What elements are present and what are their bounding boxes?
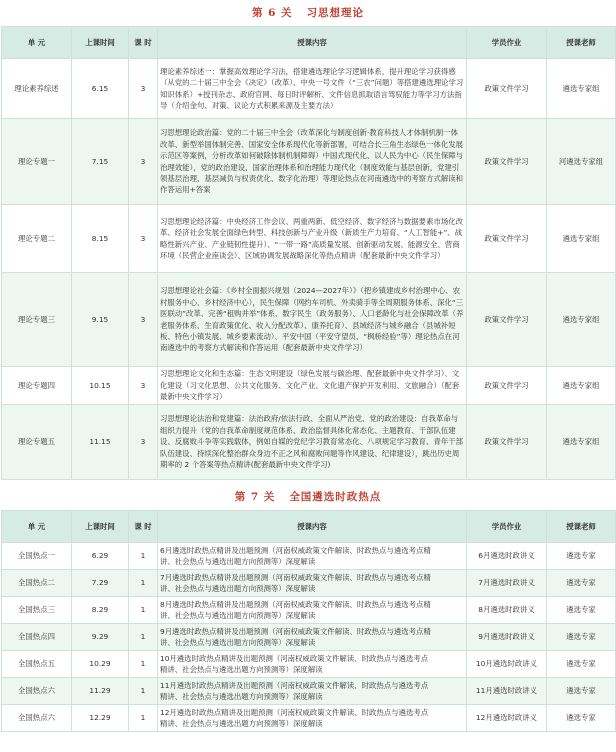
section-6-heading: 习思想理论 (306, 7, 365, 19)
table-row (2, 273, 616, 367)
row-content: 理论素养综述一：掌握高效理论学习法，搭建遴选理论学习逻辑体系，提升理论学习获得感（从党的二十届三中全会《决定》（改革）、中央一号文件（“三农”问题）等搭建遴选理论学习知识体系）+授刊杂志、政府官网、每日时评解析、文件信息抓取语言驾驭能力等学习方法指导（介绍金句、对策、议论方式积累来源及主要方法） (158, 59, 467, 119)
row-content-line: 讲、社会热点与遴选出题方向预测等）深度解读 (160, 584, 316, 593)
row-unit: 全国热点三 (2, 597, 72, 624)
header-teacher: 授课老师 (547, 511, 616, 543)
row-date: 8.29 (72, 597, 129, 624)
row-unit: 全国热点六 (2, 678, 72, 705)
row-homework: 政策文件学习 (467, 119, 547, 205)
row-hours: 3 (129, 59, 158, 119)
section-7-table (1, 510, 616, 732)
row-hours: 1 (129, 543, 158, 570)
row-date: 9.15 (72, 273, 129, 367)
row-content-line: 精讲、社会热点与遴选出题方向预测等）深度解读 (160, 665, 323, 674)
table-row (2, 570, 616, 597)
header-unit: 单 元 (2, 511, 72, 543)
row-content-line: 讲、社会热点与遴选出题方向预测等）深度解读 (160, 611, 316, 620)
row-homework: 10月遴选时政讲义 (467, 651, 547, 678)
section-6-title (0, 0, 616, 26)
row-content (158, 624, 467, 651)
row-date: 11.29 (72, 678, 129, 705)
row-homework: 11月遴选时政讲义 (467, 678, 547, 705)
section-6-table (1, 26, 616, 480)
section-7-header-row (2, 511, 616, 543)
row-teacher: 河遴选专家组 (547, 119, 616, 205)
row-teacher: 遴选专家 (547, 543, 616, 570)
row-hours: 3 (129, 119, 158, 205)
row-content (158, 651, 467, 678)
row-homework: 政策文件学习 (467, 205, 547, 273)
table-row (2, 119, 616, 205)
row-content: 习思想理论社会篇：《乡村全面振兴规划（2024—2027年）》（把乡镇建成乡村治理中心、农村服务中心、乡村经济中心），民生保障（网约车司机、外卖骑手等全周期服务体系、深化“三医联动”改革、完善“租购并举”体系、数字民生（政务服务）、人口老龄化与社会保障改革（养老服务体系、生育政策优化、收入分配改革）、康养托育）、县域经济与城乡融合（县城补短板、特色小镇发展、城乡要素流动）、平安中国（平安守望员、“枫桥经验”等）理论热点在河南遴选中的考察方式解读和作答运用（配套最新中央文件学习） (158, 273, 467, 367)
row-content (158, 678, 467, 705)
row-date: 7.29 (72, 570, 129, 597)
row-homework: 8月遴选时政讲义 (467, 597, 547, 624)
row-homework: 政策文件学习 (467, 367, 547, 405)
row-content-line: 6月遴选时政热点精讲及出题预测（河南权威政策文件解读、时政热点与遴选考点精 (160, 546, 431, 555)
row-homework: 政策文件学习 (467, 273, 547, 367)
row-date: 6.15 (72, 59, 129, 119)
section-6-header-row (2, 27, 616, 59)
row-content: 习思想理论政治篇：党的二十届三中全会（改革深化与制度创新·教育科技人才体制机制一体改革、新型举国体制完善、国家安全体系现代化等新部署，可结合长三角生态绿色一体化发展示范区等案例，分析改革如何破除体制机制障碍）中国式现代化、以人民为中心（民生保障与治理效能），党的政治建设、国家治理体系和治理能力现代化（制度效能与基层创新，党建引领基层治理、基层减负与权责优化、数字化治理）等理论热点在河南遴选中的考察方式解读和作答运用+答案 (158, 119, 467, 205)
row-homework: 12月遴选时政讲义 (467, 705, 547, 732)
row-hours: 3 (129, 405, 158, 480)
header-content: 授课内容 (158, 27, 467, 59)
row-content-line: 9月遴选时政热点精讲及出题预测（河南权威政策文件解读、时政热点与遴选考点精 (160, 627, 431, 636)
header-hours: 课 时 (129, 511, 158, 543)
section-7-title (0, 484, 616, 510)
row-hours: 1 (129, 678, 158, 705)
row-homework: 政策文件学习 (467, 59, 547, 119)
row-unit: 理论专题四 (2, 367, 72, 405)
row-date: 8.15 (72, 205, 129, 273)
row-teacher: 遴选专家 (547, 705, 616, 732)
section-6-number: 第 6 关 (251, 7, 293, 19)
row-teacher: 遴选专家组 (547, 405, 616, 480)
header-homework: 学员作业 (467, 27, 547, 59)
row-hours: 3 (129, 273, 158, 367)
row-date: 11.15 (72, 405, 129, 480)
row-content (158, 597, 467, 624)
row-unit: 全国热点一 (2, 543, 72, 570)
header-unit: 单 元 (2, 27, 72, 59)
row-unit: 全国热点五 (2, 651, 72, 678)
header-date: 上课时间 (72, 27, 129, 59)
row-teacher: 遴选专家 (547, 651, 616, 678)
row-date: 7.15 (72, 119, 129, 205)
row-content-line: 7月遴选时政热点精讲及出题预测（河南权威政策文件解读、时政热点与遴选考点精 (160, 573, 431, 582)
row-hours: 3 (129, 205, 158, 273)
table-row (2, 597, 616, 624)
row-hours: 1 (129, 651, 158, 678)
row-content (158, 543, 467, 570)
row-teacher: 遴选专家 (547, 570, 616, 597)
row-teacher: 遴选专家 (547, 597, 616, 624)
row-unit: 理论专题三 (2, 273, 72, 367)
table-row (2, 367, 616, 405)
row-hours: 1 (129, 705, 158, 732)
row-unit: 理论素养综述 (2, 59, 72, 119)
row-teacher: 遴选专家 (547, 624, 616, 651)
table-row (2, 405, 616, 480)
row-unit: 理论专题二 (2, 205, 72, 273)
row-content-line: 讲、社会热点与遴选出题方向预测等）深度解读 (160, 557, 316, 566)
row-unit: 理论专题五 (2, 405, 72, 480)
row-content-line: 精讲、社会热点与遴选出题方向预测等）深度解读 (160, 692, 323, 701)
row-unit: 全国热点二 (2, 570, 72, 597)
table-row (2, 651, 616, 678)
row-homework: 9月遴选时政讲义 (467, 624, 547, 651)
section-7-number: 第 7 关 (234, 491, 276, 503)
row-date: 9.29 (72, 624, 129, 651)
row-content (158, 570, 467, 597)
header-hours: 课 时 (129, 27, 158, 59)
table-row (2, 705, 616, 732)
table-row (2, 624, 616, 651)
row-content-line: 10月遴选时政热点精讲及出题预测（河南权威政策文件解读、时政热点与遴选考点 (160, 654, 429, 663)
header-content: 授课内容 (158, 511, 467, 543)
row-content: 习思想理论经济篇：中央经济工作会议、两重两新、低空经济、数字经济与数据要素市场化改革、经济社会发展全面绿色转型、科技创新与产业升级（新质生产力培育、“人工智能+”、战略性新兴产业、产业链韧性提升）、“一带一路”高质量发展、创新驱动发展、能源安全、营商环境（民营企业座谈会）、区域协调发展战略深化等热点精讲（配套最新中央文件学习） (158, 205, 467, 273)
row-hours: 1 (129, 624, 158, 651)
row-content-line: 11月遴选时政热点精讲及出题预测（河南权威政策文件解读、时政热点与遴选考点 (160, 681, 429, 690)
row-content-line: 8月遴选时政热点精讲及出题预测（河南权威政策文件解读、时政热点与遴选考点精 (160, 600, 431, 609)
row-content (158, 705, 467, 732)
header-homework: 学员作业 (467, 511, 547, 543)
row-teacher: 遴选专家组 (547, 59, 616, 119)
row-content-line: 精讲、社会热点与遴选出题方向预测等）深度解读 (160, 719, 323, 728)
row-date: 12.29 (72, 705, 129, 732)
row-hours: 3 (129, 367, 158, 405)
row-teacher: 遴选专家组 (547, 205, 616, 273)
row-content: 习思想理论文化和生态篇：生态文明建设（绿色发展与碳治理、配套最新中央文件学习）、文化建设（习文化思想、公共文化服务、文化产业、文化遗产保护开发利用、文旅融合）（配套最新中央文件学习） (158, 367, 467, 405)
table-row (2, 205, 616, 273)
row-hours: 1 (129, 570, 158, 597)
row-homework: 7月遴选时政讲义 (467, 570, 547, 597)
row-content: 习思想理论法治和党建篇：法治政府/依法行政、全面从严治党、党的政治建设：自我革命与组织力提升（党的自我革命制度规范体系、政治监督具体化常态化、主题教育、干部队伍建设、反腐败斗争等实践载体，例如自媒的党纪学习教育常态化、八项规定学习教育、青年干部队伍建设、持续深化整治群众身边不正之风和腐败问题等作风建设、纪律建设），跳出历史周期率的 2 个答案等热点精讲(配套最新中央文件学习) (158, 405, 467, 480)
table-row (2, 59, 616, 119)
row-unit: 全国热点六 (2, 705, 72, 732)
row-content-line: 12月遴选时政热点精讲及出题预测（河南权威政策文件解读、时政热点与遴选考点 (160, 708, 429, 717)
row-homework: 政策文件学习 (467, 405, 547, 480)
row-date: 10.15 (72, 367, 129, 405)
row-teacher: 遴选专家组 (547, 273, 616, 367)
row-hours: 1 (129, 597, 158, 624)
row-date: 10.29 (72, 651, 129, 678)
table-row (2, 543, 616, 570)
section-7-heading: 全国遴选时政热点 (289, 491, 382, 503)
row-teacher: 遴选专家组 (547, 367, 616, 405)
row-content-line: 讲、社会热点与遴选出题方向预测等）深度解读 (160, 638, 316, 647)
table-row (2, 678, 616, 705)
row-unit: 全国热点四 (2, 624, 72, 651)
header-date: 上课时间 (72, 511, 129, 543)
row-unit: 理论专题一 (2, 119, 72, 205)
row-date: 6.29 (72, 543, 129, 570)
row-teacher: 遴选专家 (547, 678, 616, 705)
row-homework: 6月遴选时政讲义 (467, 543, 547, 570)
header-teacher: 授课老师 (547, 27, 616, 59)
